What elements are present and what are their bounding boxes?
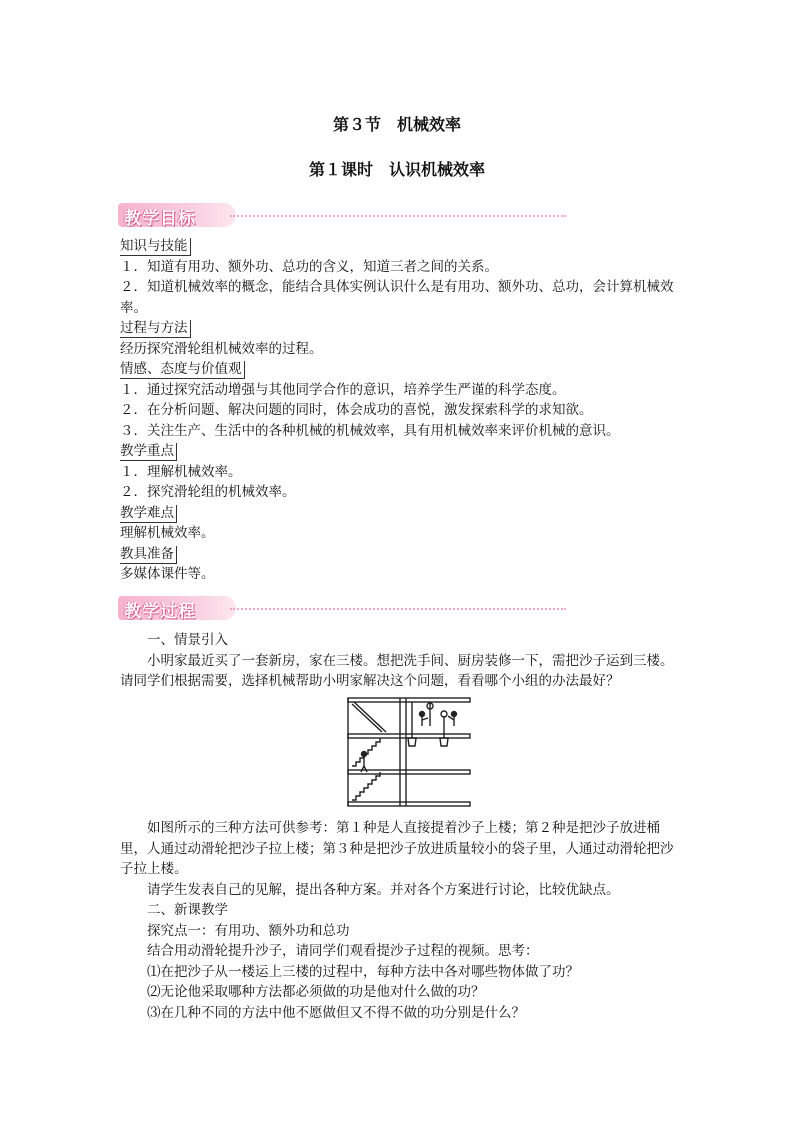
banner-teaching-process — [118, 594, 448, 622]
emotion-item-1: １．通过探究活动增强与其他同学合作的意识，培养学生严谨的科学态度。 — [120, 381, 566, 398]
banner-teaching-goals — [118, 201, 448, 229]
knowledge-item-2 — [98, 277, 680, 318]
banner-dotted-rule — [230, 215, 566, 217]
tools-item-1: 多媒体课件等。 — [120, 566, 215, 582]
key-item-1: １．理解机械效率。 — [120, 463, 242, 480]
knowledge-item-2-text: ２．知道机械效率的概念，能结合具体实例认识什么是有用功、额外功、总功，会计算机械效率。 — [120, 279, 674, 316]
new-lesson-heading: 二、新课教学 — [147, 902, 228, 918]
question-2: ⑵无论他采取哪种方法都必须做的功是他对什么做的功？ — [147, 984, 485, 1000]
banner-label: 教学过程 — [124, 602, 196, 622]
intro-paragraph-2: 如图所示的三种方法可供参考：第１种是人直接提着沙子上楼；第２种是把沙子放进桶里，人通过动滑轮把沙子拉上楼；第３种是把沙子放进质量较小的袋子里，人通过动滑轮把沙子拉上楼。 — [120, 820, 674, 877]
intro-paragraph-1: 小明家最近买了一套新房，家在三楼。想把洗手间、厨房装修一下，需把沙子运到三楼。请同学们根据需要，选择机械帮助小明家解决这个问题，看看哪个小组的办法最好？ — [120, 652, 674, 689]
label-knowledge: 知识与技能 — [120, 238, 191, 256]
emotion-item-2: ２．在分析问题、解决问题的同时，体会成功的喜悦，激发探索科学的求知欲。 — [120, 402, 593, 418]
intro-paragraph-3: 请学生发表自己的见解，提出各种方案。并对各个方案进行讨论，比较优缺点。 — [147, 881, 620, 898]
question-3: ⑶在几种不同的方法中他不愿做但又不得不做的功分别是什么？ — [147, 1004, 525, 1021]
emotion-item-3: ３．关注生产、生活中的各种机械的机械效率，具有用机械效率来评价机械的意识。 — [120, 422, 620, 439]
label-emotion: 情感、态度与价值观 — [120, 361, 245, 379]
intro-section — [120, 630, 680, 692]
label-process-method: 过程与方法 — [120, 320, 191, 338]
section-title: 第３节 机械效率 — [332, 115, 461, 134]
banner-dotted-rule — [230, 608, 566, 610]
label-key-points: 教学重点 — [120, 443, 177, 461]
banner-pill — [118, 203, 236, 227]
intro-continued — [120, 818, 680, 1023]
label-difficulty: 教学难点 — [120, 505, 177, 523]
difficulty-item-1: 理解机械效率。 — [120, 525, 215, 541]
process-item-1: 经历探究滑轮组机械效率的过程。 — [120, 340, 323, 357]
illustration-three-floors — [346, 696, 472, 808]
lesson-title: 第１课时 认识机械效率 — [308, 160, 485, 179]
intro-heading: 一、情景引入 — [147, 632, 228, 648]
knowledge-item-1: １．知道有用功、额外功、总功的含义，知道三者之间的关系。 — [120, 258, 498, 275]
exploration-point-1-paragraph: 结合用动滑轮提升沙子，请同学们观看提沙子过程的视频。思考： — [147, 943, 539, 959]
exploration-point-1: 探究点一：有用功、额外功和总功 — [147, 922, 350, 939]
goals-section — [120, 236, 680, 585]
question-1: ⑴在把沙子从一楼运上三楼的过程中，每种方法中各对哪些物体做了功？ — [147, 963, 579, 980]
banner-label: 教学目标 — [124, 209, 196, 229]
label-tools: 教具准备 — [120, 546, 177, 564]
banner-pill — [118, 596, 236, 620]
key-item-2: ２．探究滑轮组的机械效率。 — [120, 484, 296, 500]
